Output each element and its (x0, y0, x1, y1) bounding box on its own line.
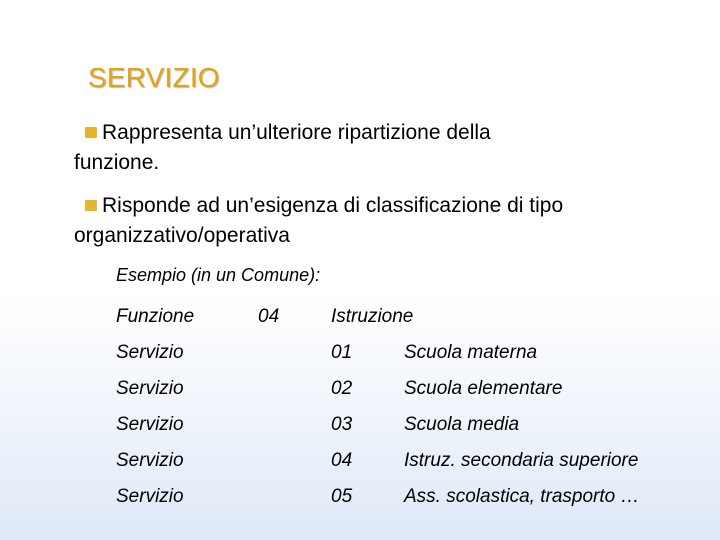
servizio-code: 05 (331, 486, 353, 507)
funzione-name: Istruzione (331, 306, 414, 327)
servizio-code: 01 (331, 342, 353, 363)
servizio-name: Istruz. secondaria superiore (404, 450, 639, 471)
slide-title: SERVIZIO (88, 62, 220, 93)
bullet-item (74, 191, 694, 251)
bullet-marker-icon (85, 127, 97, 138)
example-heading: Esempio (in un Comune): (116, 265, 321, 285)
servizio-code: 02 (331, 378, 353, 399)
servizio-code: 04 (331, 450, 353, 471)
bullet-text-line1: Risponde ad un’esigenza di classificazione di tipo (102, 194, 564, 217)
servizio-name: Scuola materna (404, 342, 538, 363)
servizio-name: Scuola elementare (404, 378, 563, 399)
funzione-label: Funzione (116, 306, 195, 327)
bullet-text-line2: organizzativo/operativa (74, 224, 290, 247)
servizio-code: 03 (331, 414, 353, 435)
servizio-label: Servizio (116, 414, 184, 435)
servizio-label: Servizio (116, 450, 184, 471)
servizio-label: Servizio (116, 342, 184, 363)
servizio-name: Ass. scolastica, trasporto … (404, 486, 640, 507)
bullet-item (74, 118, 694, 178)
bullet-marker-icon (85, 200, 97, 211)
funzione-code: 04 (258, 306, 280, 327)
bullet-text-line2: funzione. (74, 151, 160, 174)
servizio-label: Servizio (116, 486, 184, 507)
servizio-name: Scuola media (404, 414, 520, 435)
servizio-label: Servizio (116, 378, 184, 399)
bullet-text-line1: Rappresenta un’ulteriore ripartizione della (102, 121, 491, 144)
